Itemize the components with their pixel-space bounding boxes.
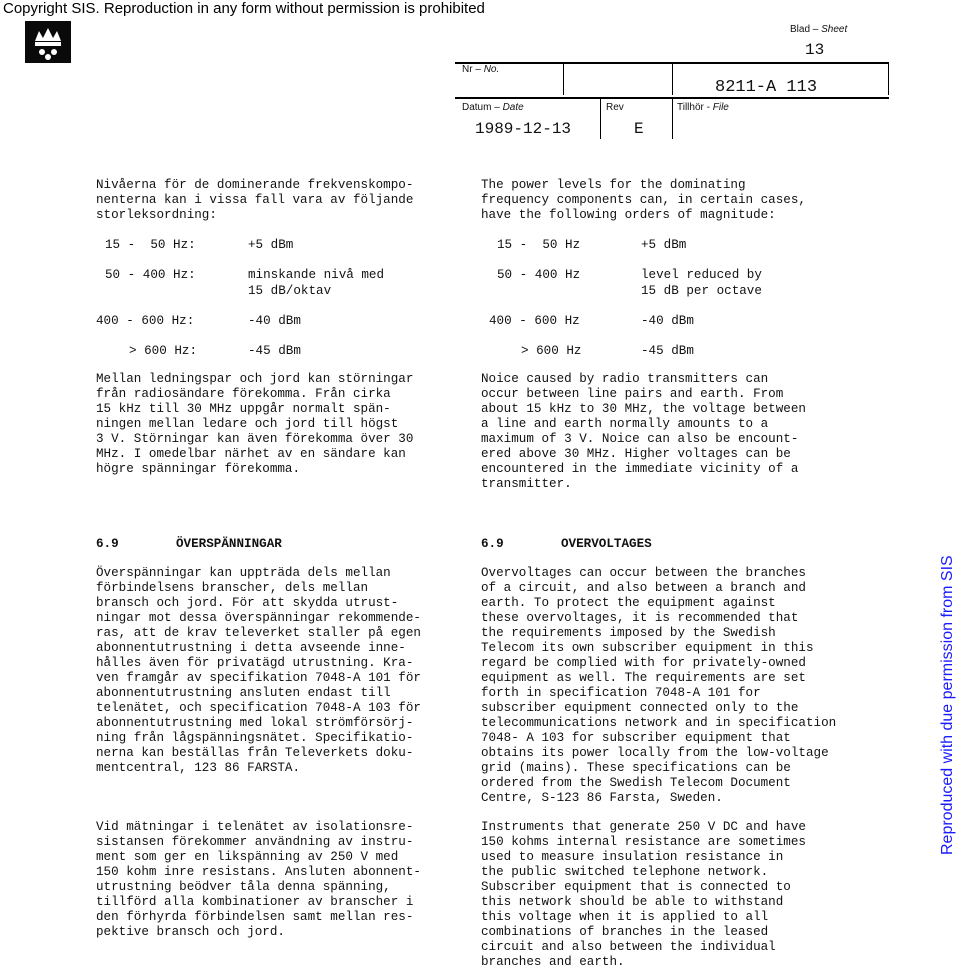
copyright-notice: Copyright SIS. Reproduction in any form without permission is prohibited xyxy=(3,0,485,17)
sv-level-value: -40 dBm xyxy=(248,314,301,328)
sv-intro-paragraph: Nivåerna för de dominerande frekvenskompo- nenterna kan i vissa fall vara av följande storleksordning: xyxy=(96,178,414,222)
en-level-value: -40 dBm xyxy=(641,314,694,328)
sv-level-range: > 600 Hz: xyxy=(129,344,198,358)
sv-noise-paragraph: Mellan ledningspar och jord kan störningar från radiosändare förekomma. Från cirka 15 kHz till 30 MHz uppgår normalt spän- ningen mellan ledare och jord till högst 3 V. Störningar kan även förekomma över 30 MHz. I omedelbar närhet av en sändare kan högre spänningar förekomma. xyxy=(96,372,414,476)
sv-section-number: 6.9 xyxy=(96,537,119,551)
header-divider xyxy=(600,99,601,139)
en-intro-paragraph: The power levels for the dominating frequency components can, in certain cases, have the following orders of magnitude: xyxy=(481,178,806,222)
document-date: 1989-12-13 xyxy=(475,120,572,138)
en-noise-paragraph: Noice caused by radio transmitters can occur between line pairs and earth. From about 15 kHz to 30 MHz, the voltage between a line and earth normally amounts to a maximum of 3 V. Noice can also be encount- ered above 30 MHz. Higher voltages can be encountered in the immediate vicinity of a transmitter. xyxy=(481,372,806,491)
sv-level-range: 50 - 400 Hz: xyxy=(105,268,196,282)
sv-level-value: minskande nivå med 15 dB/oktav xyxy=(248,268,385,298)
crown-icon xyxy=(25,21,71,63)
en-level-range: > 600 Hz xyxy=(521,344,582,358)
en-level-value: -45 dBm xyxy=(641,344,694,358)
en-level-value: level reduced by 15 dB per octave xyxy=(641,268,762,298)
en-measurement-paragraph: Instruments that generate 250 V DC and have 150 kohms internal resistance are sometimes used to measure insulation resistance in the public switched telephone network. Subscriber equipment that is connected to this network should be able to withstand this voltage when it is applied to all combinations of branches in the leased circuit and also between the individual branches and earth. xyxy=(481,820,806,969)
en-section-title: OVERVOLTAGES xyxy=(561,537,652,551)
sv-level-value: +5 dBm xyxy=(248,238,294,252)
sheet-label: Blad – Sheet xyxy=(790,24,848,35)
en-level-range: 50 - 400 Hz xyxy=(497,268,581,282)
reproduction-note xyxy=(937,555,957,855)
en-level-value: +5 dBm xyxy=(641,238,687,252)
sv-section-title: ÖVERSPÄNNINGAR xyxy=(176,537,282,551)
sv-level-value: -45 dBm xyxy=(248,344,301,358)
sheet-number: 13 xyxy=(805,41,825,59)
header-divider xyxy=(563,63,564,95)
nr-label: Nr – No. xyxy=(462,64,500,75)
file-label: Tillhör - File xyxy=(677,102,729,113)
sv-measurement-paragraph: Vid mätningar i telenätet av isolationsre- sistansen förekommer användning av instru- ment som ger en likspänning av 250 V med 150 kohm inre resistans. Ansluten abonnent- utrustning beödver tåla denna spänning, tillförd alla kombinationer av branscher i den förhyrda förbindelsen samt mellan res- pektive bransch och jord. xyxy=(96,820,421,939)
header-divider xyxy=(672,63,673,95)
crest-logo xyxy=(25,21,71,63)
revision: E xyxy=(634,120,644,138)
en-overvoltage-paragraph: Overvoltages can occur between the branches of a circuit, and also between a branch and earth. To protect the equipment against these overvoltages, it is recommended that the requirements imposed by the Swedish Telecom its own subscriber equipment in this regard be complied with for privately-owned equipment as well. The requirements are set forth in specification 7048-A 101 for subscriber equipment connected only to the telecommunications network and in specification 7048- A 103 for subscriber equipment that obtains its power locally from the low-voltage grid (mains). These specifications can be ordered from the Swedish Telecom Document Centre, S-123 86 Farsta, Sweden. xyxy=(481,566,837,805)
date-label: Datum – Date xyxy=(462,102,524,113)
rev-label: Rev xyxy=(606,102,624,113)
sv-level-range: 15 - 50 Hz: xyxy=(105,238,196,252)
en-level-range: 400 - 600 Hz xyxy=(489,314,580,328)
en-level-range: 15 - 50 Hz xyxy=(497,238,581,252)
sv-level-range: 400 - 600 Hz: xyxy=(96,314,195,328)
header-divider xyxy=(888,63,889,95)
header-divider xyxy=(672,99,673,139)
reproduction-note-text: Reproduced with due permission from SIS xyxy=(939,555,956,855)
document-number: 8211-A 113 xyxy=(715,78,818,97)
en-section-number: 6.9 xyxy=(481,537,504,551)
sv-overvoltage-paragraph: Överspänningar kan uppträda dels mellan förbindelsens branscher, dels mellan bransch och jord. För att skydda utrust- ningar mot dessa överspänningar rekommende- ras, att de krav televerket staller på egen abonnentutrustning i detta avseende inne- hålles även för privatägd utrustning. Kra- ven framgår av specifikation 7048-A 101 för abonnentutrustning ansluten endast till telenätet, och specification 7048-A 103 för abonnentutrustning med lokal strömförsörj- ning från lågspänningsnätet. Specifikatio- nerna kan beställas från Televerkets doku- mentcentral, 123 86 FARSTA. xyxy=(96,566,421,775)
